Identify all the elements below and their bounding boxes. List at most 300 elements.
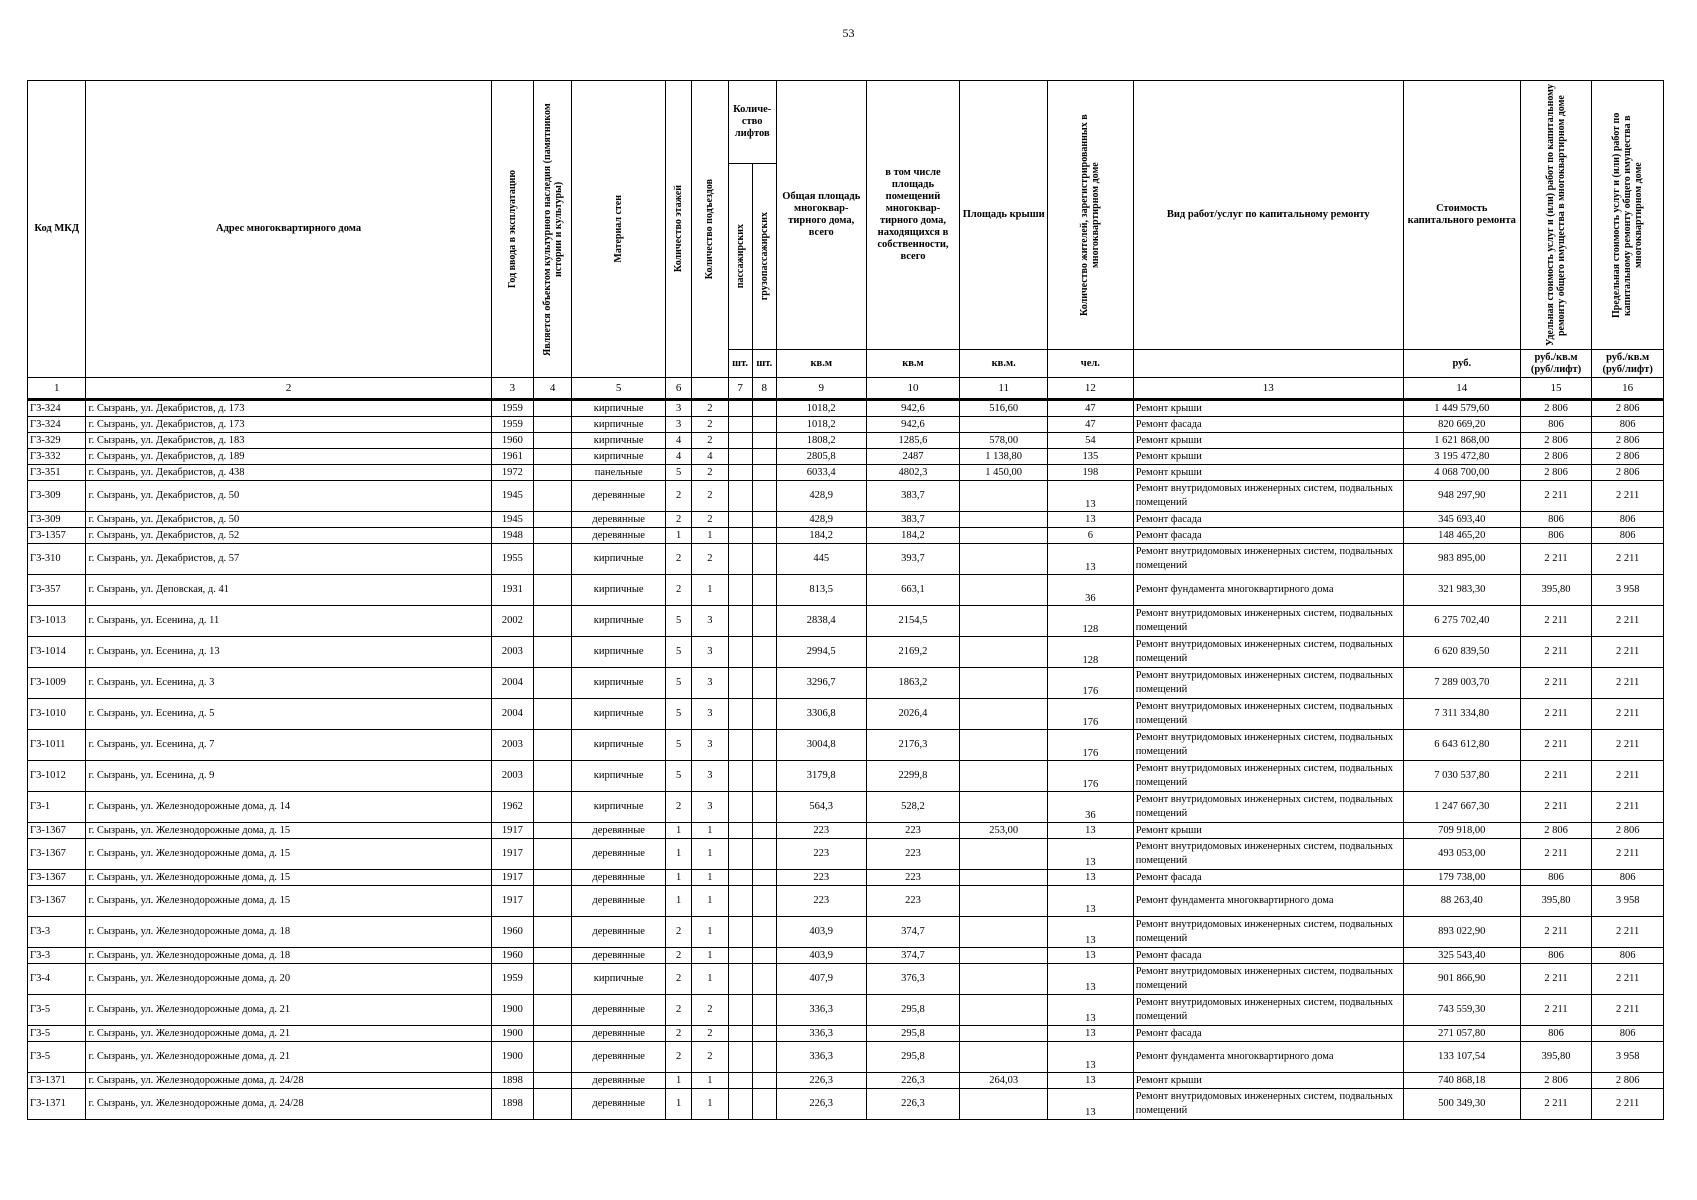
cell-material: деревянные [572, 512, 666, 528]
cell-cost: 7 289 003,70 [1403, 668, 1520, 699]
cell-limit-cost: 2 211 [1592, 917, 1664, 948]
cell-floors: 2 [666, 575, 692, 606]
col-roof-area: Площадь крыши [960, 81, 1048, 350]
unit-rub-kvm-2: руб./кв.м (руб/лифт) [1592, 350, 1664, 378]
cell-code: Г3-1011 [28, 730, 86, 761]
cell-work-type: Ремонт крыши [1133, 1073, 1403, 1089]
cell-area-owned: 2176,3 [866, 730, 960, 761]
cell-address: г. Сызрань, ул. Железнодорожные дома, д. 15 [86, 870, 491, 886]
cell-lifts-pass [728, 839, 752, 870]
cell-limit-cost: 2 211 [1592, 792, 1664, 823]
cell-entrances: 4 [692, 449, 728, 465]
cell-material: кирпичные [572, 761, 666, 792]
cell-code: Г3-324 [28, 417, 86, 433]
cell-lifts-cargo [752, 417, 776, 433]
cell-code: Г3-1367 [28, 870, 86, 886]
cell-entrances: 3 [692, 761, 728, 792]
cell-area-owned: 528,2 [866, 792, 960, 823]
cell-residents: 176 [1048, 699, 1134, 730]
cell-area-total: 403,9 [776, 917, 866, 948]
cell-heritage [534, 1026, 572, 1042]
cell-cost: 6 275 702,40 [1403, 606, 1520, 637]
cell-work-type: Ремонт фасада [1133, 948, 1403, 964]
cell-floors: 2 [666, 512, 692, 528]
cell-cost: 6 620 839,50 [1403, 637, 1520, 668]
cell-year: 2003 [491, 730, 533, 761]
cell-unit-cost: 395,80 [1520, 886, 1592, 917]
cell-lifts-pass [728, 870, 752, 886]
cell-code: Г3-1013 [28, 606, 86, 637]
cell-floors: 2 [666, 995, 692, 1026]
col-area-total: Общая площадь многоквар-тирного дома, всего [776, 81, 866, 350]
cell-lifts-pass [728, 1042, 752, 1073]
cell-lifts-pass [728, 465, 752, 481]
cell-cost: 321 983,30 [1403, 575, 1520, 606]
cell-entrances: 2 [692, 417, 728, 433]
cell-work-type: Ремонт внутридомовых инженерных систем, подвальных помещений [1133, 481, 1403, 512]
cell-address: г. Сызрань, ул. Декабристов, д. 173 [86, 417, 491, 433]
cell-roof-area [960, 870, 1048, 886]
cell-address: г. Сызрань, ул. Декабристов, д. 438 [86, 465, 491, 481]
cell-code: Г3-3 [28, 917, 86, 948]
table-row [28, 637, 1664, 668]
cell-heritage [534, 465, 572, 481]
cell-material: деревянные [572, 528, 666, 544]
cell-code: Г3-310 [28, 544, 86, 575]
cell-limit-cost: 2 806 [1592, 433, 1664, 449]
cell-floors: 2 [666, 948, 692, 964]
cell-entrances: 1 [692, 870, 728, 886]
cell-entrances: 1 [692, 886, 728, 917]
cell-lifts-cargo [752, 995, 776, 1026]
cell-code: Г3-1371 [28, 1073, 86, 1089]
colnum: 13 [1133, 378, 1403, 400]
cell-unit-cost: 806 [1520, 512, 1592, 528]
cell-year: 1972 [491, 465, 533, 481]
cell-year: 1945 [491, 512, 533, 528]
table-row [28, 870, 1664, 886]
cell-residents: 13 [1048, 481, 1134, 512]
col-lifts: Количе-ство лифтов [728, 81, 776, 164]
cell-year: 2003 [491, 761, 533, 792]
cell-roof-area [960, 699, 1048, 730]
cell-entrances: 1 [692, 528, 728, 544]
col-address: Адрес многоквартирного дома [86, 81, 491, 378]
cell-residents: 47 [1048, 400, 1134, 417]
cell-residents: 13 [1048, 886, 1134, 917]
cell-limit-cost: 2 211 [1592, 761, 1664, 792]
cell-area-total: 428,9 [776, 512, 866, 528]
colnum: 9 [776, 378, 866, 400]
cell-lifts-cargo [752, 400, 776, 417]
cell-heritage [534, 948, 572, 964]
cell-year: 1917 [491, 870, 533, 886]
cell-address: г. Сызрань, ул. Железнодорожные дома, д. 21 [86, 1026, 491, 1042]
cell-material: кирпичные [572, 668, 666, 699]
cell-limit-cost: 2 211 [1592, 964, 1664, 995]
cell-material: кирпичные [572, 637, 666, 668]
cell-lifts-pass [728, 544, 752, 575]
cell-heritage [534, 417, 572, 433]
cell-unit-cost: 2 211 [1520, 481, 1592, 512]
cell-code: Г3-309 [28, 481, 86, 512]
cell-code: Г3-1 [28, 792, 86, 823]
table-row [28, 606, 1664, 637]
cell-area-owned: 2026,4 [866, 699, 960, 730]
cell-material: кирпичные [572, 449, 666, 465]
cell-lifts-pass [728, 1089, 752, 1120]
cell-area-total: 1018,2 [776, 400, 866, 417]
cell-area-owned: 1863,2 [866, 668, 960, 699]
cell-year: 1917 [491, 823, 533, 839]
cell-residents: 176 [1048, 761, 1134, 792]
cell-lifts-cargo [752, 606, 776, 637]
cell-roof-area [960, 637, 1048, 668]
cell-entrances: 1 [692, 1089, 728, 1120]
table-row [28, 575, 1664, 606]
cell-entrances: 2 [692, 512, 728, 528]
cell-lifts-cargo [752, 668, 776, 699]
cell-area-total: 1808,2 [776, 433, 866, 449]
cell-address: г. Сызрань, ул. Железнодорожные дома, д. 21 [86, 995, 491, 1026]
cell-address: г. Сызрань, ул. Декабристов, д. 173 [86, 400, 491, 417]
cell-floors: 3 [666, 417, 692, 433]
cell-heritage [534, 839, 572, 870]
cell-entrances: 3 [692, 699, 728, 730]
cell-year: 1959 [491, 964, 533, 995]
cell-lifts-cargo [752, 1042, 776, 1073]
colnum: 3 [491, 378, 533, 400]
cell-lifts-cargo [752, 886, 776, 917]
cell-floors: 2 [666, 792, 692, 823]
cell-cost: 179 738,00 [1403, 870, 1520, 886]
cell-address: г. Сызрань, ул. Железнодорожные дома, д. 24/28 [86, 1089, 491, 1120]
cell-lifts-pass [728, 575, 752, 606]
cell-work-type: Ремонт крыши [1133, 433, 1403, 449]
cell-address: г. Сызрань, ул. Железнодорожные дома, д. 21 [86, 1042, 491, 1073]
cell-address: г. Сызрань, ул. Железнодорожные дома, д. 18 [86, 948, 491, 964]
cell-entrances: 1 [692, 1073, 728, 1089]
cell-address: г. Сызрань, ул. Есенина, д. 3 [86, 668, 491, 699]
cell-lifts-cargo [752, 433, 776, 449]
cell-code: Г3-1012 [28, 761, 86, 792]
cell-work-type: Ремонт внутридомовых инженерных систем, подвальных помещений [1133, 730, 1403, 761]
col-lifts-cargo: грузопассажирских [752, 164, 776, 350]
cell-roof-area [960, 481, 1048, 512]
cell-work-type: Ремонт фундамента многоквартирного дома [1133, 575, 1403, 606]
cell-roof-area [960, 606, 1048, 637]
cell-unit-cost: 2 211 [1520, 839, 1592, 870]
cell-residents: 13 [1048, 995, 1134, 1026]
cell-entrances: 3 [692, 668, 728, 699]
colnum: 4 [534, 378, 572, 400]
cell-roof-area [960, 761, 1048, 792]
cell-material: деревянные [572, 948, 666, 964]
cell-floors: 4 [666, 449, 692, 465]
cell-floors: 1 [666, 1073, 692, 1089]
cell-entrances: 3 [692, 730, 728, 761]
cell-work-type: Ремонт внутридомовых инженерных систем, подвальных помещений [1133, 1089, 1403, 1120]
cell-material: деревянные [572, 481, 666, 512]
table-row [28, 1073, 1664, 1089]
cell-lifts-pass [728, 995, 752, 1026]
cell-area-owned: 1285,6 [866, 433, 960, 449]
cell-year: 1900 [491, 995, 533, 1026]
cell-code: Г3-1367 [28, 823, 86, 839]
cell-residents: 13 [1048, 512, 1134, 528]
cell-area-total: 336,3 [776, 995, 866, 1026]
cell-area-owned: 2487 [866, 449, 960, 465]
cell-unit-cost: 2 211 [1520, 668, 1592, 699]
cell-residents: 13 [1048, 823, 1134, 839]
cell-address: г. Сызрань, ул. Железнодорожные дома, д. 18 [86, 917, 491, 948]
cell-residents: 6 [1048, 528, 1134, 544]
cell-entrances: 1 [692, 964, 728, 995]
table-row [28, 465, 1664, 481]
cell-area-total: 3179,8 [776, 761, 866, 792]
cell-unit-cost: 2 806 [1520, 1073, 1592, 1089]
cell-area-total: 407,9 [776, 964, 866, 995]
cell-heritage [534, 544, 572, 575]
cell-limit-cost: 2 211 [1592, 839, 1664, 870]
cell-residents: 13 [1048, 917, 1134, 948]
cell-heritage [534, 481, 572, 512]
cell-residents: 36 [1048, 575, 1134, 606]
cell-roof-area [960, 964, 1048, 995]
table-row [28, 1042, 1664, 1073]
cell-area-owned: 223 [866, 823, 960, 839]
cell-code: Г3-1367 [28, 839, 86, 870]
cell-area-owned: 383,7 [866, 481, 960, 512]
cell-roof-area [960, 730, 1048, 761]
table-row [28, 449, 1664, 465]
table-row [28, 512, 1664, 528]
cell-limit-cost: 3 958 [1592, 1042, 1664, 1073]
cell-roof-area: 253,00 [960, 823, 1048, 839]
cell-floors: 2 [666, 1026, 692, 1042]
cell-roof-area [960, 544, 1048, 575]
cell-lifts-cargo [752, 792, 776, 823]
col-cost: Стоимость капитального ремонта [1403, 81, 1520, 350]
cell-limit-cost: 806 [1592, 512, 1664, 528]
cell-address: г. Сызрань, ул. Декабристов, д. 189 [86, 449, 491, 465]
cell-residents: 13 [1048, 544, 1134, 575]
cell-work-type: Ремонт внутридомовых инженерных систем, подвальных помещений [1133, 917, 1403, 948]
cell-address: г. Сызрань, ул. Декабристов, д. 50 [86, 512, 491, 528]
cell-area-owned: 223 [866, 839, 960, 870]
col-material: Материал стен [572, 81, 666, 378]
cell-unit-cost: 2 211 [1520, 606, 1592, 637]
cell-lifts-cargo [752, 870, 776, 886]
table-row [28, 400, 1664, 417]
cell-roof-area [960, 1026, 1048, 1042]
cell-roof-area [960, 839, 1048, 870]
cell-floors: 1 [666, 823, 692, 839]
cell-floors: 2 [666, 1042, 692, 1073]
col-entrances: Количество подъездов [692, 81, 728, 378]
cell-entrances: 1 [692, 948, 728, 964]
cell-roof-area [960, 792, 1048, 823]
cell-heritage [534, 964, 572, 995]
cell-lifts-cargo [752, 839, 776, 870]
colnum: 10 [866, 378, 960, 400]
cell-entrances: 3 [692, 637, 728, 668]
unit-sht-2: шт. [752, 350, 776, 378]
cell-entrances: 1 [692, 917, 728, 948]
cell-limit-cost: 2 211 [1592, 606, 1664, 637]
cell-heritage [534, 792, 572, 823]
cell-area-owned: 663,1 [866, 575, 960, 606]
cell-cost: 325 543,40 [1403, 948, 1520, 964]
cell-limit-cost: 2 806 [1592, 449, 1664, 465]
colnum: 6 [666, 378, 692, 400]
cell-floors: 5 [666, 730, 692, 761]
cell-unit-cost: 2 211 [1520, 792, 1592, 823]
cell-code: Г3-324 [28, 400, 86, 417]
cell-area-total: 223 [776, 839, 866, 870]
cell-year: 1900 [491, 1042, 533, 1073]
cell-limit-cost: 806 [1592, 417, 1664, 433]
cell-work-type: Ремонт фасада [1133, 417, 1403, 433]
cell-floors: 1 [666, 1089, 692, 1120]
cell-floors: 1 [666, 528, 692, 544]
cell-unit-cost: 2 806 [1520, 823, 1592, 839]
cell-material: деревянные [572, 1042, 666, 1073]
cell-address: г. Сызрань, ул. Железнодорожные дома, д. 15 [86, 886, 491, 917]
cell-heritage [534, 761, 572, 792]
cell-address: г. Сызрань, ул. Железнодорожные дома, д. 15 [86, 823, 491, 839]
cell-address: г. Сызрань, ул. Декабристов, д. 50 [86, 481, 491, 512]
cell-lifts-cargo [752, 575, 776, 606]
col-floors: Количество этажей [666, 81, 692, 378]
cell-lifts-pass [728, 433, 752, 449]
cell-material: кирпичные [572, 730, 666, 761]
cell-heritage [534, 449, 572, 465]
cell-lifts-cargo [752, 1089, 776, 1120]
cell-heritage [534, 917, 572, 948]
cell-address: г. Сызрань, ул. Декабристов, д. 57 [86, 544, 491, 575]
cell-year: 2002 [491, 606, 533, 637]
cell-cost: 271 057,80 [1403, 1026, 1520, 1042]
col-kod: Код МКД [28, 81, 86, 378]
table-row [28, 964, 1664, 995]
colnum: 11 [960, 378, 1048, 400]
cell-roof-area: 264,03 [960, 1073, 1048, 1089]
cell-lifts-cargo [752, 528, 776, 544]
cell-lifts-pass [728, 606, 752, 637]
cell-area-owned: 383,7 [866, 512, 960, 528]
cell-lifts-pass [728, 637, 752, 668]
cell-residents: 128 [1048, 637, 1134, 668]
cell-entrances: 1 [692, 823, 728, 839]
cell-material: деревянные [572, 1089, 666, 1120]
cell-cost: 1 621 868,00 [1403, 433, 1520, 449]
cell-floors: 1 [666, 870, 692, 886]
cell-area-total: 3004,8 [776, 730, 866, 761]
cell-heritage [534, 668, 572, 699]
cell-heritage [534, 512, 572, 528]
table-row [28, 528, 1664, 544]
cell-work-type: Ремонт фасада [1133, 870, 1403, 886]
table-row [28, 917, 1664, 948]
cell-address: г. Сызрань, ул. Есенина, д. 7 [86, 730, 491, 761]
cell-area-owned: 226,3 [866, 1089, 960, 1120]
cell-roof-area: 1 138,80 [960, 449, 1048, 465]
cell-floors: 2 [666, 964, 692, 995]
cell-roof-area: 516,60 [960, 400, 1048, 417]
cell-limit-cost: 2 806 [1592, 1073, 1664, 1089]
cell-area-owned: 295,8 [866, 995, 960, 1026]
cell-entrances: 2 [692, 544, 728, 575]
cell-area-owned: 223 [866, 886, 960, 917]
cell-unit-cost: 2 211 [1520, 699, 1592, 730]
cell-area-total: 223 [776, 823, 866, 839]
cell-limit-cost: 2 211 [1592, 1089, 1664, 1120]
table-row [28, 995, 1664, 1026]
cell-year: 2003 [491, 637, 533, 668]
unit-rub: руб. [1403, 350, 1520, 378]
cell-roof-area [960, 995, 1048, 1026]
cell-entrances: 2 [692, 400, 728, 417]
cell-lifts-pass [728, 1026, 752, 1042]
column-number-row [28, 378, 1664, 400]
cell-floors: 5 [666, 699, 692, 730]
cell-floors: 2 [666, 544, 692, 575]
table-row [28, 699, 1664, 730]
cell-area-total: 403,9 [776, 948, 866, 964]
cell-code: Г3-5 [28, 1042, 86, 1073]
cell-limit-cost: 2 211 [1592, 637, 1664, 668]
cell-lifts-pass [728, 417, 752, 433]
cell-material: деревянные [572, 839, 666, 870]
cell-lifts-cargo [752, 964, 776, 995]
cell-material: деревянные [572, 1026, 666, 1042]
cell-area-owned: 295,8 [866, 1042, 960, 1073]
cell-floors: 1 [666, 886, 692, 917]
cell-residents: 13 [1048, 870, 1134, 886]
colnum [692, 378, 728, 400]
cell-lifts-pass [728, 528, 752, 544]
cell-limit-cost: 2 211 [1592, 544, 1664, 575]
cell-unit-cost: 2 806 [1520, 433, 1592, 449]
cell-lifts-cargo [752, 917, 776, 948]
unit-rub-kvm: руб./кв.м (руб/лифт) [1520, 350, 1592, 378]
cell-residents: 13 [1048, 839, 1134, 870]
cell-code: Г3-309 [28, 512, 86, 528]
cell-cost: 743 559,30 [1403, 995, 1520, 1026]
cell-entrances: 1 [692, 575, 728, 606]
cell-heritage [534, 528, 572, 544]
cell-unit-cost: 2 211 [1520, 637, 1592, 668]
table-header [28, 81, 1664, 400]
cell-area-owned: 184,2 [866, 528, 960, 544]
cell-year: 1962 [491, 792, 533, 823]
unit-work-blank [1133, 350, 1403, 378]
table-row [28, 1026, 1664, 1042]
cell-unit-cost: 806 [1520, 948, 1592, 964]
cell-code: Г3-5 [28, 995, 86, 1026]
cell-material: деревянные [572, 995, 666, 1026]
cell-address: г. Сызрань, ул. Есенина, д. 9 [86, 761, 491, 792]
colnum: 15 [1520, 378, 1592, 400]
cell-work-type: Ремонт крыши [1133, 400, 1403, 417]
cell-roof-area [960, 948, 1048, 964]
cell-lifts-pass [728, 730, 752, 761]
cell-work-type: Ремонт фасада [1133, 512, 1403, 528]
colnum: 2 [86, 378, 491, 400]
cell-limit-cost: 806 [1592, 528, 1664, 544]
cell-code: Г3-5 [28, 1026, 86, 1042]
